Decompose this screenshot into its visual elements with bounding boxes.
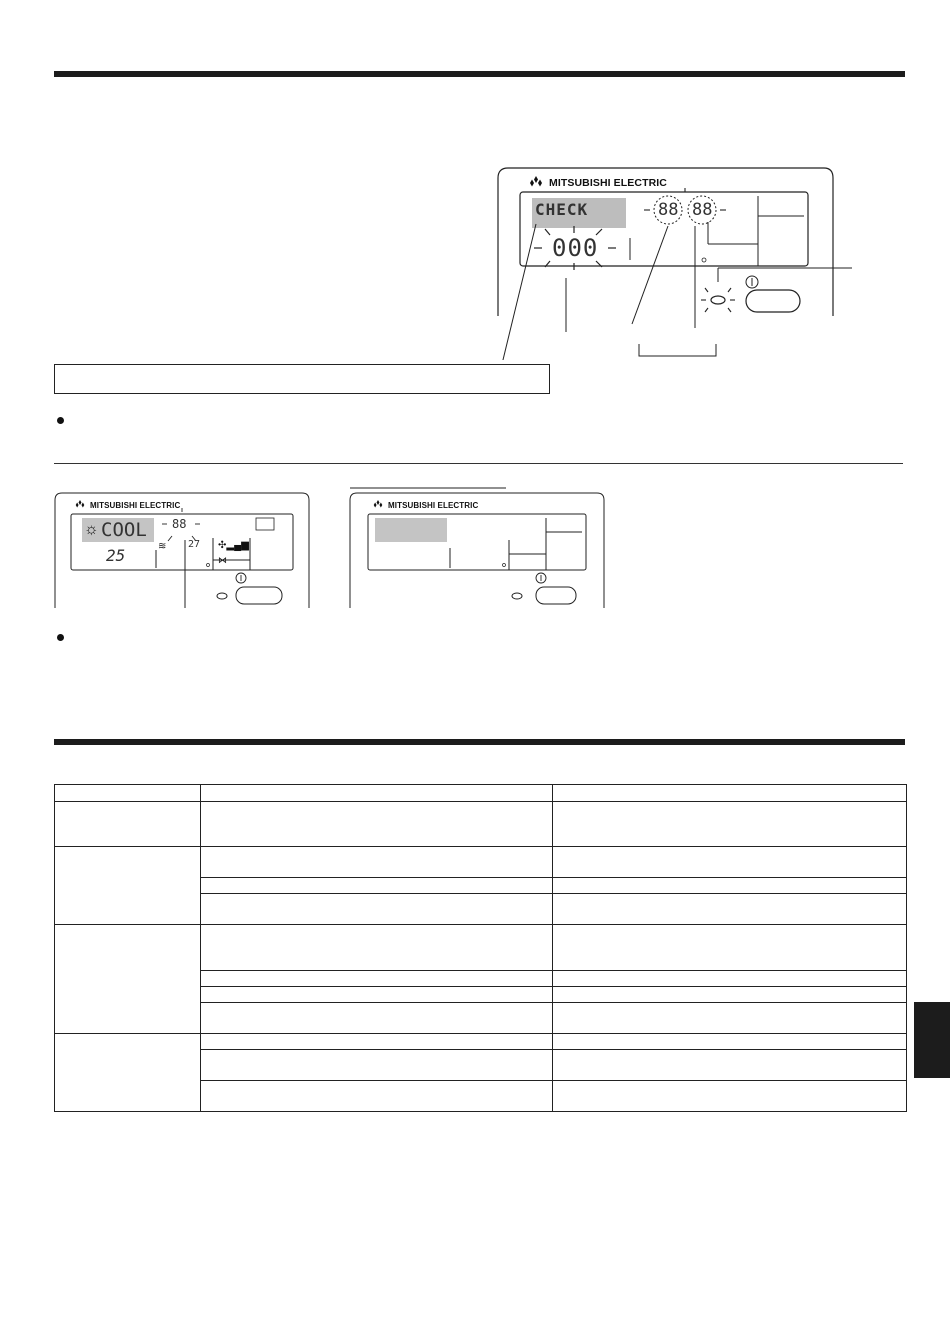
- language-tab: [914, 1002, 950, 1078]
- table-cell: [553, 1081, 907, 1112]
- section-rule-top: [54, 71, 905, 77]
- table-cell: [553, 1034, 907, 1050]
- table-cell: [553, 878, 907, 894]
- table-cell: [201, 847, 553, 878]
- table-cell: [201, 1003, 553, 1034]
- lcd-unit-digit-1: 88: [658, 200, 679, 220]
- section-rule-bottom: [54, 739, 905, 745]
- section-divider: [54, 463, 903, 464]
- table-cell: [553, 847, 907, 878]
- table-row: [55, 847, 907, 878]
- lcd-error-code: 000: [552, 234, 599, 262]
- sun-icon: ☼: [84, 521, 99, 538]
- table-cell: [201, 987, 553, 1003]
- remote-controller-diagram-right: [340, 476, 610, 608]
- lcd-set-temperature: 25: [106, 546, 126, 565]
- table-cell: [201, 925, 553, 971]
- table-cell: [553, 971, 907, 987]
- lcd-check-label: CHECK: [535, 200, 589, 219]
- troubleshooting-table: [54, 784, 907, 1112]
- table-cell: [55, 802, 201, 847]
- mitsubishi-logo-icon: [74, 500, 86, 510]
- table-cell: [553, 1050, 907, 1081]
- bullet-point: [57, 417, 64, 424]
- brand-name: MITSUBISHI ELECTRIC: [549, 177, 667, 189]
- table-header-cell: [201, 785, 553, 802]
- caption-box: [54, 364, 550, 394]
- table-row: [55, 802, 907, 847]
- table-cell: [553, 987, 907, 1003]
- table-cell: [553, 1003, 907, 1034]
- brand-logo: [74, 500, 180, 510]
- brand-name: MITSUBISHI ELECTRIC: [90, 500, 181, 510]
- louver-icon: ≋: [158, 541, 167, 552]
- table-row: [55, 925, 907, 971]
- table-cell: [201, 894, 553, 925]
- vane-icon: ⋈: [218, 555, 227, 565]
- fan-speed-icon: ✣▂▄▆: [218, 540, 249, 551]
- table-cell: [201, 878, 553, 894]
- brand-name: MITSUBISHI ELECTRIC: [388, 500, 479, 510]
- table-cell: [201, 1050, 553, 1081]
- table-cell: [55, 1034, 201, 1112]
- remote-controller-diagram-top: [490, 160, 870, 360]
- lcd-room-temperature: 27: [188, 539, 201, 550]
- table-cell: [201, 802, 553, 847]
- table-header-cell: [553, 785, 907, 802]
- table-cell: [553, 894, 907, 925]
- mitsubishi-logo-icon: [528, 176, 544, 190]
- table-cell: [201, 1034, 553, 1050]
- table-header-row: [55, 785, 907, 802]
- table-cell: [55, 847, 201, 925]
- lcd-unit-digit-2: 88: [692, 200, 713, 220]
- brand-logo: [372, 500, 478, 510]
- table-cell: [553, 925, 907, 971]
- table-cell: [201, 1081, 553, 1112]
- brand-logo: [528, 176, 667, 190]
- lcd-blinking-digits: 88: [172, 517, 187, 531]
- bullet-point: [57, 634, 64, 641]
- mitsubishi-logo-icon: [372, 500, 384, 510]
- lcd-mode: COOL: [101, 519, 147, 541]
- table-header-cell: [55, 785, 201, 802]
- table-cell: [55, 925, 201, 1034]
- table-cell: [201, 971, 553, 987]
- table-row: [55, 1034, 907, 1050]
- table-cell: [553, 802, 907, 847]
